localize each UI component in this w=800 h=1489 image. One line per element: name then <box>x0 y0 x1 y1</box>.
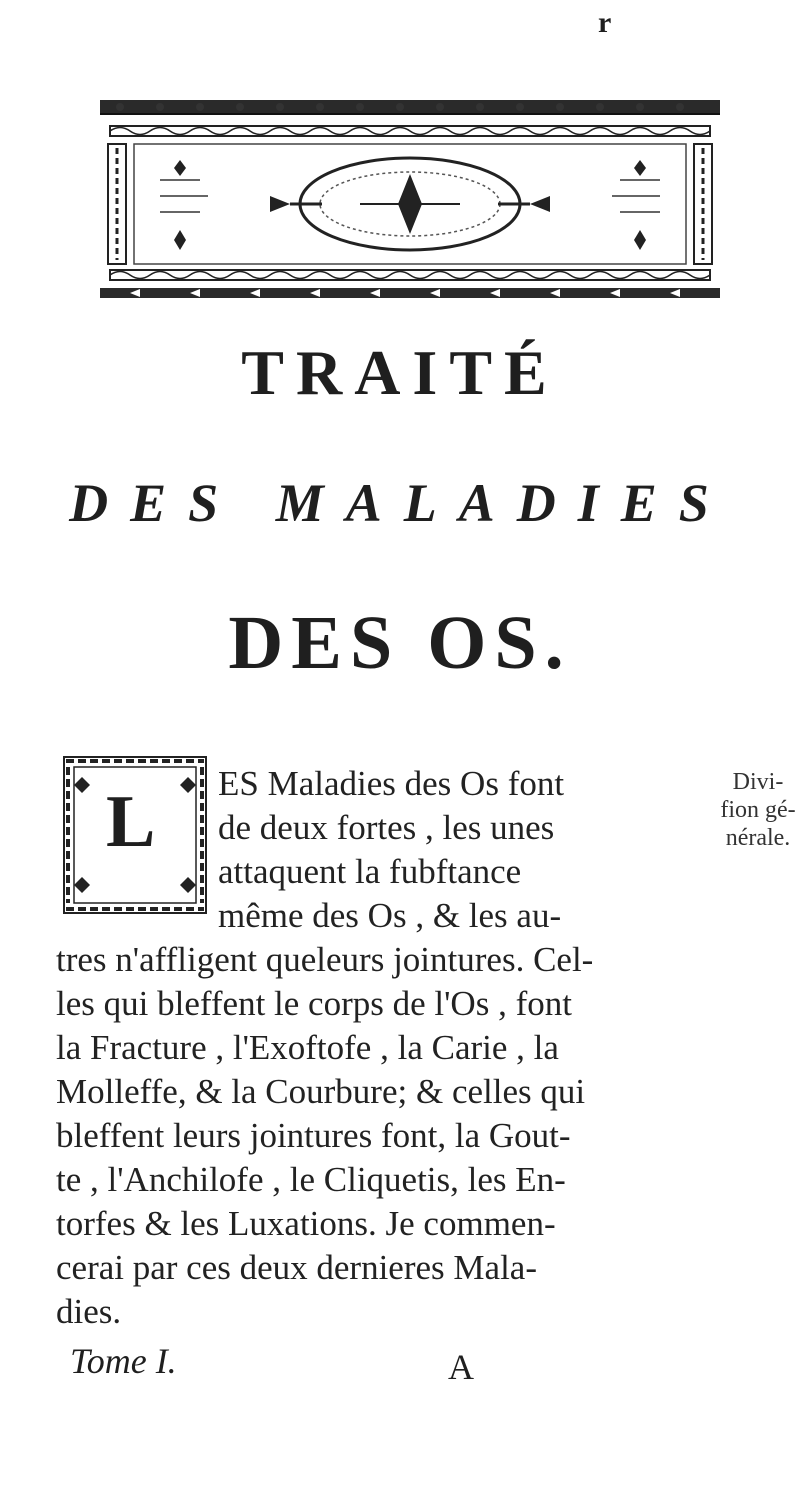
signature-mark: A <box>448 1347 474 1387</box>
dropcap-letter: L <box>106 781 156 863</box>
body-line: bleffent leurs jointures font, la Gout- <box>56 1116 571 1155</box>
book-subtitle: DES MALADIES <box>69 473 731 533</box>
body-line: Molleffe, & la Courbure; & celles qui <box>56 1072 586 1111</box>
body-line: torfes & les Luxations. Je commen- <box>56 1204 556 1243</box>
body-line: cerai par ces deux dernieres Mala- <box>56 1248 537 1287</box>
body-line: la Fracture , l'Exoftofe , la Carie , la <box>56 1028 559 1067</box>
body-line: les qui bleffent le corps de l'Os , font <box>56 984 572 1023</box>
body-line: ES Maladies des Os font <box>218 764 565 803</box>
margin-note-line: Divi- <box>732 769 784 795</box>
book-title: TRAITÉ <box>241 337 559 408</box>
body-line: attaquent la fubftance <box>218 852 522 891</box>
volume-label: Tome I. <box>70 1341 177 1381</box>
margin-note-line: nérale. <box>725 825 791 851</box>
margin-note-line: fion gé- <box>720 797 796 823</box>
fleuron-band-icon <box>100 100 720 310</box>
body-line: dies. <box>56 1292 122 1331</box>
body-line: te , l'Anchilofe , le Cliquetis, les En- <box>56 1160 566 1199</box>
book-subtitle-os: DES OS. <box>228 601 572 685</box>
corner-mark: r <box>598 6 612 39</box>
body-line: de deux fortes , les unes <box>218 808 555 847</box>
margin-note <box>716 768 800 852</box>
body-line: tres n'affligent queleurs jointures. Cel- <box>56 940 594 979</box>
body-line: même des Os , & les au- <box>218 896 562 935</box>
dropcap <box>62 755 208 915</box>
